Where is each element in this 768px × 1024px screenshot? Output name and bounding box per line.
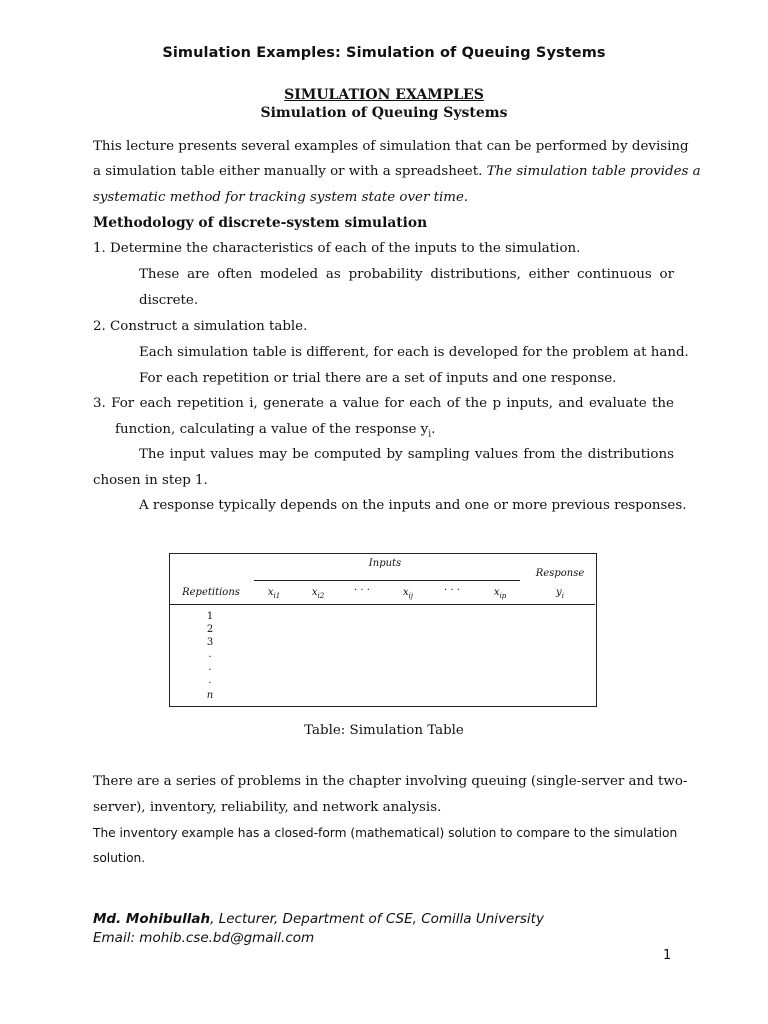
inputs-header: Inputs (368, 558, 402, 569)
row-label: . (208, 649, 212, 660)
response-symbol: y (556, 587, 562, 598)
step-3-detail: A response typically depends on the inputs and one or more previous responses. (139, 498, 687, 513)
step-3-period: . (431, 422, 436, 437)
step-3-subscript: i (428, 429, 432, 440)
step-2-detail: Each simulation table is different, for each is developed for the problem at hand. (139, 345, 689, 360)
closing-line: There are a series of problems in the chapter involving queuing (single-server and two- (93, 774, 688, 789)
step-2: 2. Construct a simulation table. (93, 319, 308, 334)
response-subscript: i (561, 592, 564, 600)
step-3-continued (115, 422, 674, 440)
step-1: 1. Determine the characteristics of each of the inputs to the simulation. (93, 241, 581, 256)
row-label: . (208, 675, 212, 686)
author-affiliation: , Lecturer, Department of CSE, Comilla University (210, 911, 544, 927)
repetitions-header: Repetitions (182, 587, 240, 598)
intro-line (93, 164, 701, 179)
step-2-detail: For each repetition or trial there are a set of inputs and one response. (139, 371, 617, 386)
column-ellipsis: · · · (444, 585, 460, 596)
inputs-rule (254, 580, 520, 581)
step-3: 3. For each repetition i, generate a value for each of the p inputs, and evaluate the (93, 396, 674, 411)
document-subtitle: Simulation of Queuing Systems (260, 105, 508, 121)
step-3-detail: chosen in step 1. (93, 473, 208, 488)
column-header (488, 587, 512, 600)
step-1-detail: discrete. (139, 293, 199, 308)
header-rule (170, 604, 595, 605)
intro-italic-text: The simulation table provides a (486, 164, 701, 179)
step-3-detail: The input values may be computed by sampling values from the distributions (139, 447, 674, 462)
running-header: Simulation Examples: Simulation of Queuing Systems (162, 45, 606, 61)
footer-author (93, 911, 544, 927)
response-column-header (545, 587, 575, 600)
closing-line: The inventory example has a closed-form (mathematical) solution to compare to the simulation (93, 826, 678, 840)
step-3-text: function, calculating a value of the response y (115, 422, 429, 437)
response-header: Response (535, 568, 585, 579)
column-symbol: x (402, 587, 409, 598)
page-number: 1 (663, 948, 672, 963)
intro-line: This lecture presents several examples of simulation that can be performed by devising (93, 139, 689, 154)
row-label: 2 (206, 624, 214, 635)
table-caption: Table: Simulation Table (304, 723, 464, 738)
column-subscript: i2 (317, 592, 325, 600)
step-1-detail: These are often modeled as probability distributions, either continuous or (139, 267, 674, 282)
column-header (306, 587, 330, 600)
closing-line: solution. (93, 851, 146, 865)
simulation-table (169, 553, 597, 707)
column-subscript: i1 (273, 592, 281, 600)
closing-line: server), inventory, reliability, and network analysis. (93, 800, 442, 815)
column-subscript: ip (499, 592, 507, 600)
row-label: n (206, 690, 214, 701)
author-name: Md. Mohibullah (93, 911, 211, 927)
column-subscript: ij (408, 592, 414, 600)
column-header (262, 587, 286, 600)
row-label: . (208, 662, 212, 673)
intro-text: a simulation table either manually or with a spreadsheet. (93, 164, 487, 179)
row-label: 1 (206, 611, 214, 622)
column-header (396, 587, 420, 600)
intro-line: systematic method for tracking system state over time. (93, 190, 469, 205)
column-symbol: x (493, 587, 500, 598)
row-label: 3 (206, 637, 214, 648)
column-ellipsis: · · · (354, 585, 370, 596)
footer-email: Email: mohib.cse.bd@gmail.com (93, 930, 315, 946)
column-symbol: x (267, 587, 274, 598)
column-symbol: x (311, 587, 318, 598)
document-title: SIMULATION EXAMPLES (284, 87, 484, 103)
methodology-heading: Methodology of discrete-system simulation (93, 215, 428, 231)
